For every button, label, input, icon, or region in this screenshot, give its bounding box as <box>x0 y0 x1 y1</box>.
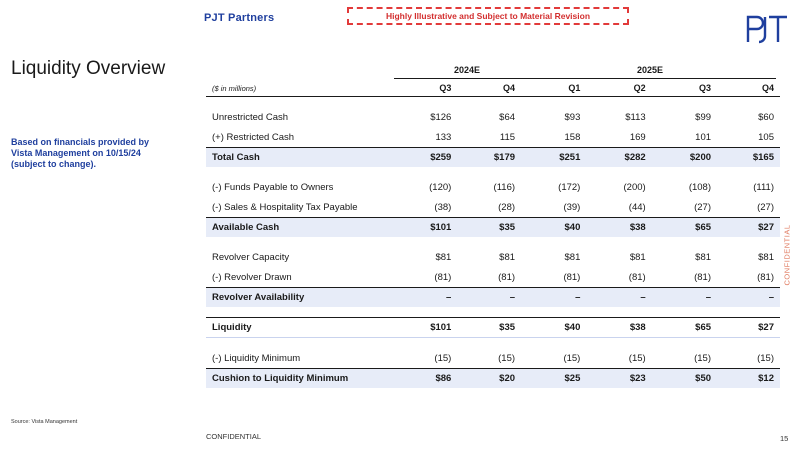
cell: (15) <box>434 352 452 364</box>
table-row-liquidity <box>206 318 780 338</box>
cell: $101 <box>392 318 457 338</box>
cell: (27) <box>694 201 712 213</box>
row-label: (-) Sales & Hospitality Tax Payable <box>212 201 358 213</box>
cell: (27) <box>757 201 774 213</box>
cell: $200 <box>652 148 717 168</box>
cell: 101 <box>695 131 712 143</box>
row-label: Available Cash <box>206 218 392 238</box>
cell: $81 <box>629 251 646 263</box>
cell: $60 <box>758 111 774 123</box>
cell: $65 <box>652 218 717 238</box>
cell: (38) <box>434 201 452 213</box>
table-row-funds-payable <box>206 177 780 197</box>
table-row-available-cash <box>206 218 780 238</box>
cell: (15) <box>757 352 774 364</box>
row-label: (+) Restricted Cash <box>212 131 295 143</box>
cell: (81) <box>434 271 452 283</box>
col-header: Q1 <box>521 80 586 97</box>
unit-label: ($ in millions) <box>206 80 392 97</box>
cell: $179 <box>457 148 521 168</box>
cell: (108) <box>688 181 712 193</box>
cell: $23 <box>586 369 651 389</box>
cell: (15) <box>628 352 646 364</box>
row-label: Liquidity <box>206 318 392 338</box>
cell: $27 <box>717 218 780 238</box>
row-label: Total Cash <box>206 148 392 168</box>
cell: $81 <box>435 251 452 263</box>
cell: $27 <box>717 318 780 338</box>
group-header-2025e: 2025E <box>524 62 776 79</box>
cell: $282 <box>586 148 651 168</box>
group-header-2024e: 2024E <box>394 62 540 79</box>
row-label: (-) Funds Payable to Owners <box>212 181 334 193</box>
table-row-restricted-cash <box>206 127 780 148</box>
cell: (111) <box>753 181 774 193</box>
cell: $20 <box>457 369 521 389</box>
pjt-logo <box>745 14 789 44</box>
cell: (28) <box>498 201 516 213</box>
cell: 158 <box>564 131 581 143</box>
col-header: Q3 <box>392 80 457 97</box>
table-row-liquidity-minimum <box>206 348 780 369</box>
cell: (15) <box>498 352 516 364</box>
financials-note: Based on financials provided by Vista Management on 10/15/24 (subject to change). <box>11 137 150 169</box>
cell: $38 <box>586 318 651 338</box>
cell: (44) <box>628 201 646 213</box>
cell: $259 <box>392 148 457 168</box>
cell: (39) <box>563 201 581 213</box>
cell: $93 <box>564 111 581 123</box>
cell: $12 <box>717 369 780 389</box>
cell: $86 <box>392 369 457 389</box>
cell: 115 <box>499 131 516 143</box>
cell: 133 <box>435 131 452 143</box>
row-label: Revolver Availability <box>206 288 392 308</box>
cell: (81) <box>628 271 646 283</box>
cell: 169 <box>629 131 646 143</box>
cell: $25 <box>521 369 586 389</box>
cell: $81 <box>564 251 581 263</box>
cell: $113 <box>625 111 646 123</box>
cell: $81 <box>695 251 712 263</box>
cell: (15) <box>694 352 712 364</box>
table-row-revolver-drawn <box>206 267 780 288</box>
col-header: Q4 <box>717 80 780 97</box>
page-title: Liquidity Overview <box>11 58 166 79</box>
cell: $40 <box>521 218 586 238</box>
cell: $38 <box>586 218 651 238</box>
column-header-row <box>206 80 780 97</box>
cell: $40 <box>521 318 586 338</box>
table-row-unrestricted-cash <box>206 107 780 127</box>
cell: $50 <box>652 369 717 389</box>
table-row-cushion <box>206 369 780 389</box>
cell: $64 <box>499 111 516 123</box>
cell: (15) <box>563 352 581 364</box>
row-label: (-) Revolver Drawn <box>212 271 292 283</box>
cell: – <box>586 288 651 308</box>
cell: (120) <box>429 181 452 193</box>
cell: – <box>457 288 521 308</box>
cell: (81) <box>498 271 516 283</box>
col-header: Q3 <box>652 80 717 97</box>
cell: (116) <box>493 181 516 193</box>
cell: – <box>717 288 780 308</box>
col-header: Q2 <box>586 80 651 97</box>
cell: $99 <box>695 111 712 123</box>
cell: (81) <box>563 271 581 283</box>
cell: $126 <box>430 111 452 123</box>
source-note: Source: Vista Management <box>11 419 78 425</box>
vertical-confidential: CONFIDENTIAL <box>782 224 792 286</box>
row-label: Unrestricted Cash <box>212 111 289 123</box>
cell: $165 <box>717 148 780 168</box>
table-row-total-cash <box>206 148 780 168</box>
cell: $81 <box>758 251 774 263</box>
brand-name: PJT Partners <box>204 12 275 24</box>
cell: $35 <box>457 318 521 338</box>
col-header: Q4 <box>457 80 521 97</box>
table-row-revolver-capacity <box>206 247 780 267</box>
row-label: (-) Liquidity Minimum <box>212 352 301 364</box>
cell: $65 <box>652 318 717 338</box>
cell: $251 <box>521 148 586 168</box>
table-row-tax-payable <box>206 197 780 218</box>
cell: (172) <box>558 181 581 193</box>
row-label: Cushion to Liquidity Minimum <box>206 369 392 389</box>
cell: $101 <box>392 218 457 238</box>
cell: $35 <box>457 218 521 238</box>
cell: (81) <box>757 271 774 283</box>
row-label: Revolver Capacity <box>212 251 290 263</box>
cell: – <box>652 288 717 308</box>
cell: (200) <box>623 181 646 193</box>
cell: (81) <box>694 271 712 283</box>
cell: – <box>521 288 586 308</box>
footer-confidential: CONFIDENTIAL <box>206 432 262 441</box>
table-row-revolver-availability <box>206 288 780 308</box>
cell: – <box>392 288 457 308</box>
page-number: 15 <box>780 434 789 443</box>
liquidity-table <box>206 80 780 388</box>
cell: 105 <box>758 131 774 143</box>
revision-banner: Highly Illustrative and Subject to Material Revision <box>347 7 629 25</box>
cell: $81 <box>499 251 516 263</box>
